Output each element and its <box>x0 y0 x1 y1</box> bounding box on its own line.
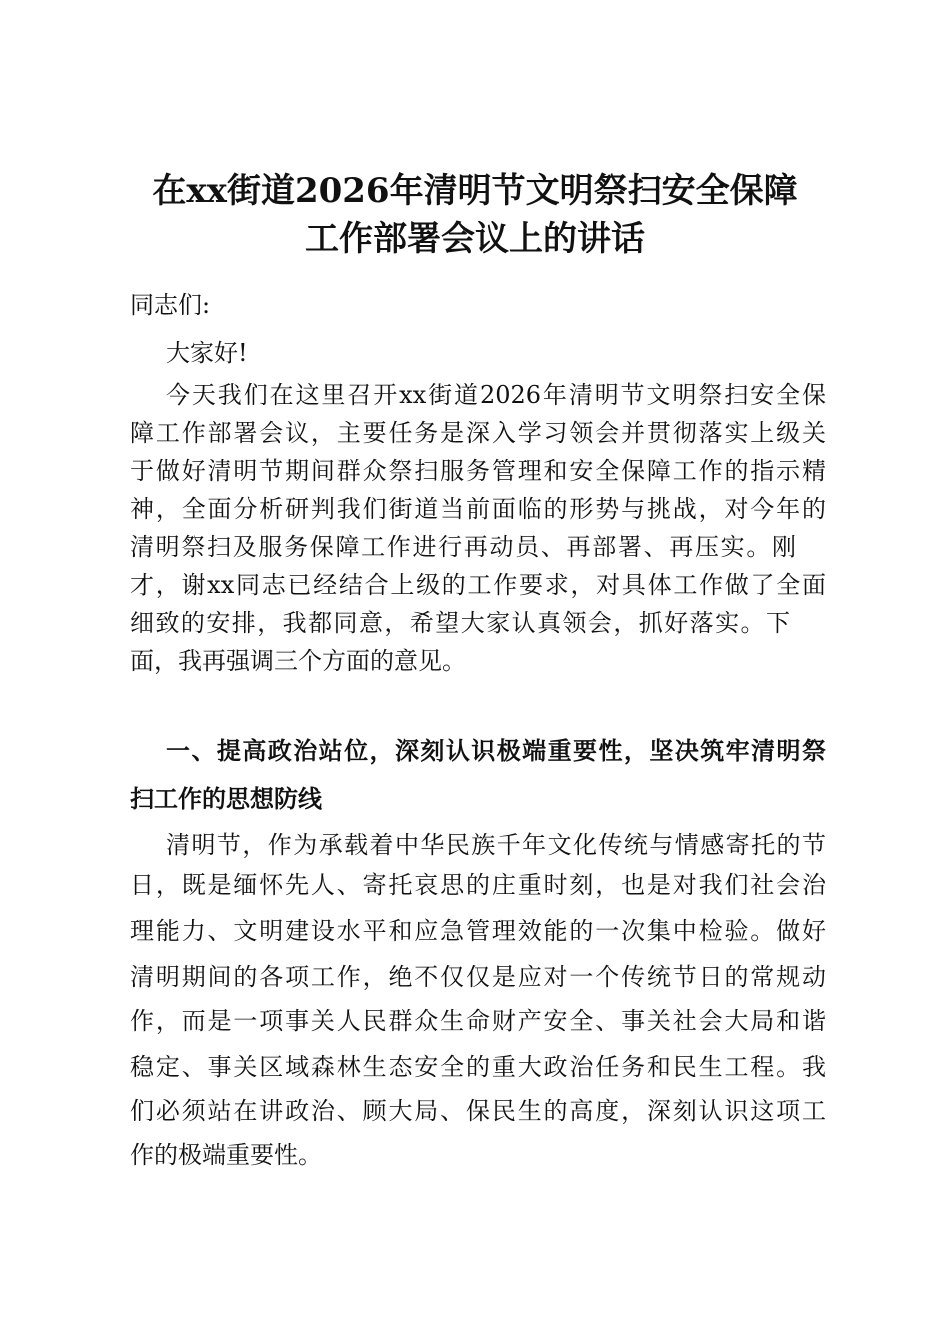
intro-line-4: 神，全面分析研判我们街道当前面临的形势与挑战，对今年的 <box>130 495 826 523</box>
section-1-heading-line-1: 一、提高政治站位，深刻认识极端重要性，坚决筑牢清明祭 <box>166 736 826 765</box>
document-title-line-2: 工作部署会议上的讲话 <box>305 219 645 259</box>
intro-line-3: 于做好清明节期间群众祭扫服务管理和安全保障工作的指示精 <box>130 457 826 485</box>
greeting: 大家好! <box>166 339 248 367</box>
section-1-body-line-5: 作，而是一项事关人民群众生命财产安全、事关社会大局和谐 <box>130 1007 826 1035</box>
salutation: 同志们: <box>130 291 211 319</box>
section-1-body-line-3: 理能力、文明建设水平和应急管理效能的一次集中检验。做好 <box>130 917 826 945</box>
section-1-body-line-7: 们必须站在讲政治、顾大局、保民生的高度，深刻认识这项工 <box>130 1097 826 1125</box>
section-1-heading-line-2: 扫工作的思想防线 <box>130 784 322 813</box>
intro-line-2: 障工作部署会议，主要任务是深入学习领会并贯彻落实上级关 <box>130 419 826 447</box>
document-title-line-1: 在xx街道2026年清明节文明祭扫安全保障 <box>152 171 798 211</box>
intro-line-5: 清明祭扫及服务保障工作进行再动员、再部署、再压实。刚 <box>130 533 796 561</box>
intro-line-7: 细致的安排，我都同意，希望大家认真领会，抓好落实。下 <box>130 609 790 637</box>
section-1-body-line-8: 作的极端重要性。 <box>130 1141 322 1169</box>
intro-line-6: 才，谢xx同志已经结合上级的工作要求，对具体工作做了全面 <box>130 571 826 599</box>
intro-line-8: 面，我再强调三个方面的意见。 <box>130 647 466 675</box>
section-1-body-line-6: 稳定、事关区域森林生态安全的重大政治任务和民生工程。我 <box>130 1053 826 1081</box>
section-1-body-line-2: 日，既是缅怀先人、寄托哀思的庄重时刻，也是对我们社会治 <box>130 871 826 899</box>
section-1-body-line-1: 清明节，作为承载着中华民族千年文化传统与情感寄托的节 <box>166 831 826 859</box>
intro-line-1: 今天我们在这里召开xx街道2026年清明节文明祭扫安全保 <box>166 381 826 409</box>
section-1-body-line-4: 清明期间的各项工作，绝不仅仅是应对一个传统节日的常规动 <box>130 963 826 991</box>
